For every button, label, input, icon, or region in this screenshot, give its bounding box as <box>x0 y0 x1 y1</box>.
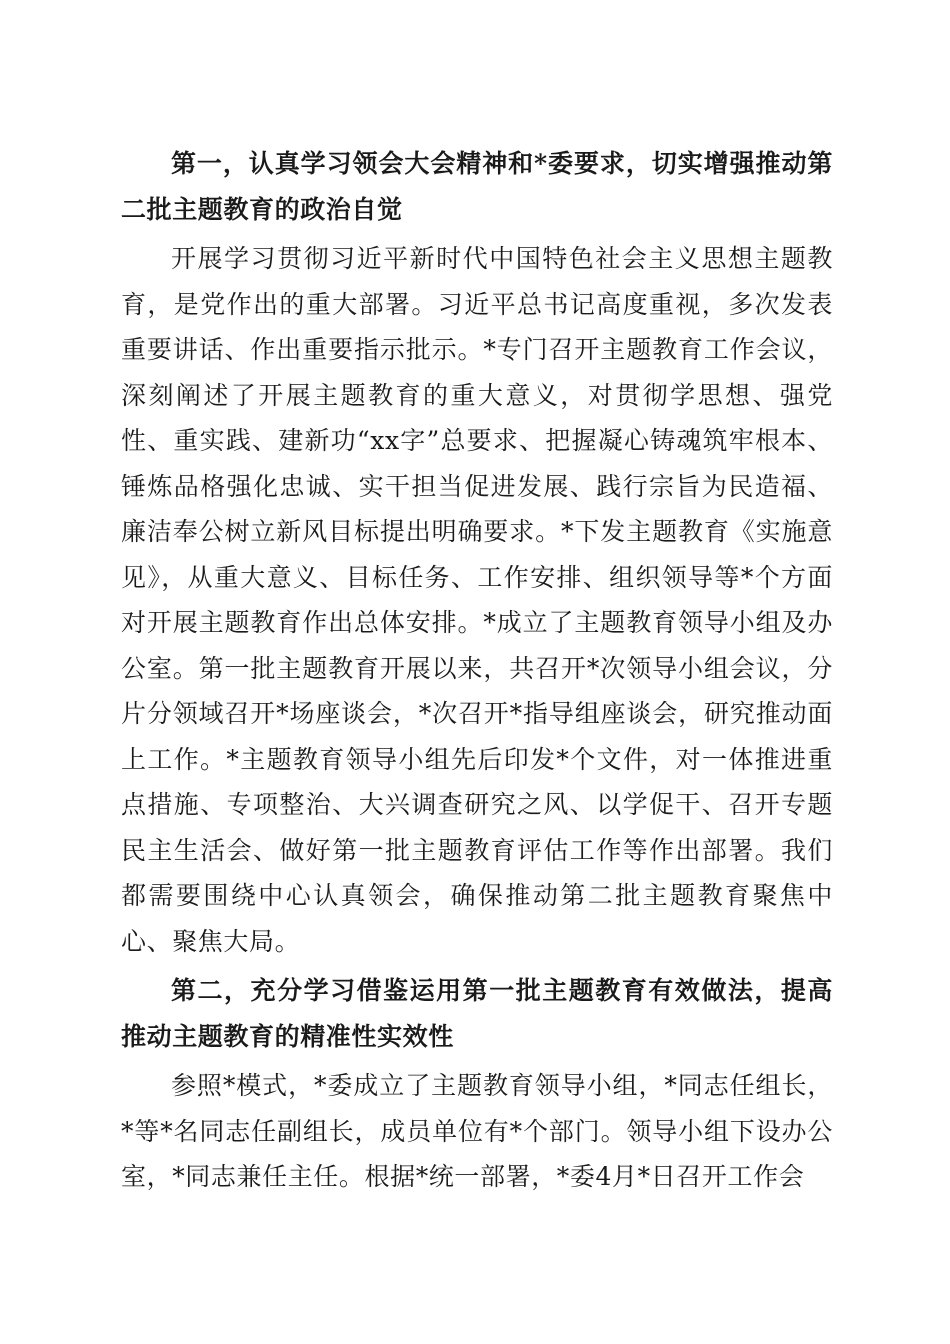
body-paragraph-1: 开展学习贯彻习近平新时代中国特色社会主义思想主题教育，是党作出的重大部署。习近平总书记高度重视，多次发表重要讲话、作出重要指示批示。*专门召开主题教育工作会议，深刻阐述了开展主题教育的重大意义，对贯彻学思想、强党性、重实践、建新功“xx字”总要求、把握凝心铸魂筑牢根本、锤炼品格强化忠诚、实干担当促进发展、践行宗旨为民造福、廉洁奉公树立新风目标提出明确要求。*下发主题教育《实施意见》，从重大意义、目标任务、工作安排、组织领导等*个方面对开展主题教育作出总体安排。*成立了主题教育领导小组及办公室。第一批主题教育开展以来，共召开*次领导小组会议，分片分领域召开*场座谈会，*次召开*指导组座谈会，研究推动面上工作。*主题教育领导小组先后印发*个文件，对一体推进重点措施、专项整治、大兴调查研究之风、以学促干、召开专题民主生活会、做好第一批主题教育评估工作等作出部署。我们都需要围绕中心认真领会，确保推动第二批主题教育聚焦中心、聚焦大局。 <box>121 244 833 956</box>
section-heading-2: 第二，充分学习借鉴运用第一批主题教育有效做法，提高推动主题教育的精准性实效性 <box>121 976 833 1051</box>
document-body <box>121 141 833 1204</box>
body-paragraph-2: 参照*模式，*委成立了主题教育领导小组，*同志任组长，*等*名同志任副组长，成员单位有*个部门。领导小组下设办公室，*同志兼任主任。根据*统一部署，*委4月*日召开工作会 <box>121 1071 833 1191</box>
section-heading-1: 第一，认真学习领会大会精神和*委要求，切实增强推动第二批主题教育的政治自觉 <box>121 149 833 224</box>
